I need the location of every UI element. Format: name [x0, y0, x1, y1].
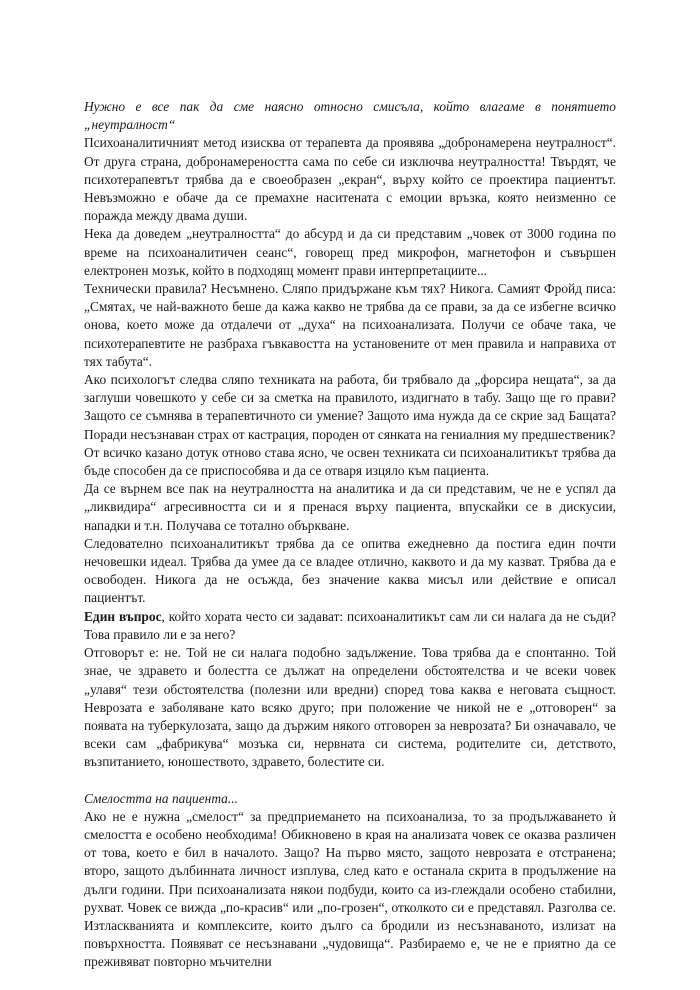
section-heading-courage: Смелостта на пациента...	[84, 790, 238, 806]
paragraph: Технически правила? Несъмнено. Сляпо придържане към тях? Никога. Самият Фройд писа: „Смятах, че най-важното беше да кажа какво не трябва да се прави, за да се избегне всичко онова, което може да отдалечи от „духа“ на психоанализата. Получи се обаче така, че психотерапевтите не разбраха гъвкавостта на установените от мен правила и направиха от тях табута“.	[84, 281, 616, 369]
bold-lead-phrase: Един въпрос	[84, 608, 162, 624]
paragraph-spacer	[84, 772, 616, 790]
section-heading-neutrality: Нужно е все пак да сме наясно относно смисъла, който влагаме в понятието „неутралност“	[84, 99, 616, 133]
paragraph: Ако не е нужна „смелост“ за предприемането на психоанализа, то за продължаването ѝ смелостта е особено необходима! Обикновено в края на анализата човек се оказва различен от това, което е бил в началото. Защо? На първо място, защото неврозата е отстранена; второ, защото дълбинната личност изплува, след като е останала скрита в продължение на дълги години. При психоанализата някои подбуди, които са из-глеждали особено стабилни, рухват. Човек се вижда „по-красив“ или „по-грозен“, отколкото си е представял. Разголва се. Изтласкванията и комплексите, които дълго са бродили из несъзнаваното, излизат на повърхността. Появяват се несъзнавани „чудовища“. Разбираемо е, че не е приятно да се преживяват повторно мъчителни	[84, 808, 616, 970]
paragraph-question	[84, 608, 616, 644]
paragraph: Да се върнем все пак на неутралността на аналитика и да си представим, че не е успял да „ликвидира“ агресивността си и я пренася върху пациента, впускайки се в дискусии, нападки и т.н. Получава се тотално объркване.	[84, 481, 616, 533]
paragraph: От всичко казано дотук отново става ясно, че освен техниката си психоаналитикът трябва да бъде способен да се приспособява и да се отваря изцяло към пациента.	[84, 444, 616, 479]
paragraph-rest: , който хората често си задават: психоаналитикът сам ли си налага да не съди? Това правило ли е за него?	[84, 608, 616, 642]
paragraph: Психоаналитичният метод изисква от терапевта да проявява „добронамерена неутралност“. От друга страна, добронамереността сама по себе си изключва неутралността! Твърдят, че психотерапевтът трябва да е своеобразен „екран“, върху който се проектира пациентът. Невъзможно е обаче да се премахне наситената с емоции връзка, която неизменно се поражда между двама души.	[84, 135, 616, 224]
paragraph: Следователно психоаналитикът трябва да се опитва ежедневно да постига един почти нечовешки идеал. Трябва да умее да се владее отлично, каквото и да му казват. Трябва да е освободен. Никога да не осъжда, без значение каква мисъл или действие е описал пациентът.	[84, 535, 616, 606]
paragraph: Нека да доведем „неутралността“ до абсурд и да си представим „човек от 3000 година по време на психоаналитичен сеанс“, говорещ пред микрофон, магнетофон и съвършен електронен мозък, който в подходящ момент прави интерпретациите...	[84, 226, 616, 278]
paragraph: Ако психологът следва сляпо техниката на работа, би трябвало да „форсира нещата“, за да заглуши човешкото у себе си за сметка на правилото, издигнато в табу. Защо ще го прави? Защото се съмнява в терапевтичното си умение? Защото има нужда да се скрие зад Бащата? Поради несъзнаван страх от кастрация, породен от сянката на гениалния му предшественик?	[84, 372, 616, 442]
paragraph: Отговорът е: не. Той не си налага подобно задължение. Това трябва да е спонтанно. Той знае, че здравето и болестта се дължат на определени обстоятелства и че всеки човек „улавя“ тези обстоятелства (полезни или вредни) според това каква е неговата същност. Неврозата е заболяване като всяко друго; при положение че никой не е „отговорен“ за появата на туберкулозата, защо да държим някого отговорен за неврозата? Би означавало, че всеки сам „фабрикува“ мозъка си, нервната си система, родителите си, детството, възпитанието, юношеството, здравето, болестите си.	[84, 645, 616, 770]
